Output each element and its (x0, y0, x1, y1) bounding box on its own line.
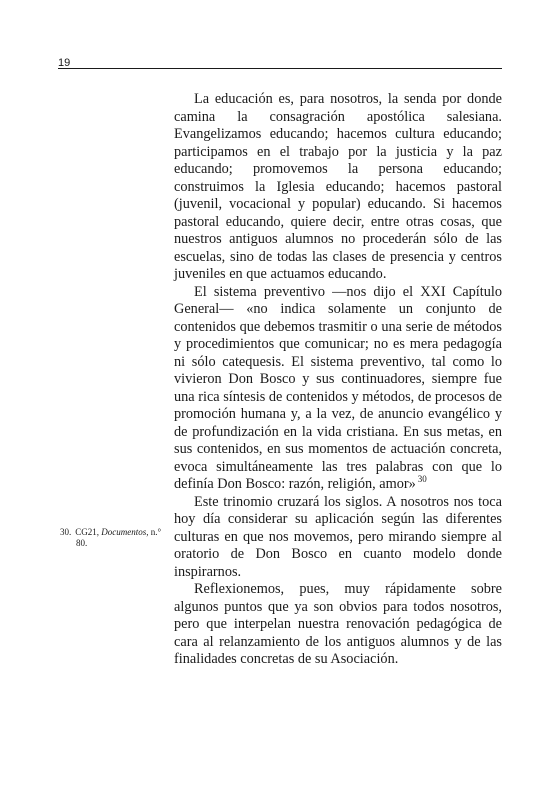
footnote-prefix: CG21, (75, 527, 100, 537)
paragraph-2-text: El sistema preventivo —nos dijo el XXI Capítulo General— «no indica solamente un conjunto de contenidos que debemos trasmitir o una serie de métodos y procedimientos que comunicar; no es mera pedagogía ni sólo catequesis. El sistema preventivo, tal como lo vivieron Don Bosco y sus continuadores, siempre fue una rica síntesis de contenidos y métodos, de procesos de promoción humana y, a la vez, de anuncio evangélico y de profundización en la vida cristiana. En sus metas, en sus contenidos, en sus momentos de actuación concreta, evoca simultáneamente las tres palabras con que lo definía Don Bosco: razón, religión, amor» (174, 283, 502, 492)
header-rule (58, 68, 502, 69)
footnote-reference: 30 (417, 474, 427, 485)
footnote-source: Documentos, (101, 527, 149, 537)
footnote-detail: n.° (150, 527, 162, 537)
paragraph-1: La educación es, para nosotros, la senda por donde camina la consagración apostólica salesiana. Evangelizamos educando; hacemos cultura educando; participamos en el trabajo por la justicia y la paz educando; promovemos la persona educando; construimos la Iglesia educando; hacemos pastoral (juvenil, vocacional y popular) educando. Si hacemos pastoral educando, quiere decir, entre otras cosas, que nuestros antiguos alumnos no procederán sólo de las escuelas, sino de todas las clases de presencia y centros juveniles en que actuamos educando. (174, 91, 502, 282)
paragraph-4: Reflexionemos, pues, muy rápidamente sobre algunos puntos que ya son obvios para todos nosotros, pero que interpelan nuestra renovación pedagógica de cara al relanzamiento de los antiguos alumnos y de las finalidades concretas de su Asociación. (174, 581, 502, 667)
footnote-number: 30. (60, 527, 72, 537)
paragraph-3: Este trinomio cruzará los siglos. A nosotros nos toca hoy día considerar su aplicación según las diferentes culturas en que nos movemos, pero mirando siempre al oratorio de Don Bosco en cuanto modelo donde inspirarnos. (174, 493, 502, 580)
page-number: 19 (58, 57, 71, 69)
paragraph-2 (174, 284, 502, 494)
footnote-continuation: 80. (76, 538, 88, 548)
footnote (60, 527, 164, 549)
main-text (174, 91, 502, 669)
